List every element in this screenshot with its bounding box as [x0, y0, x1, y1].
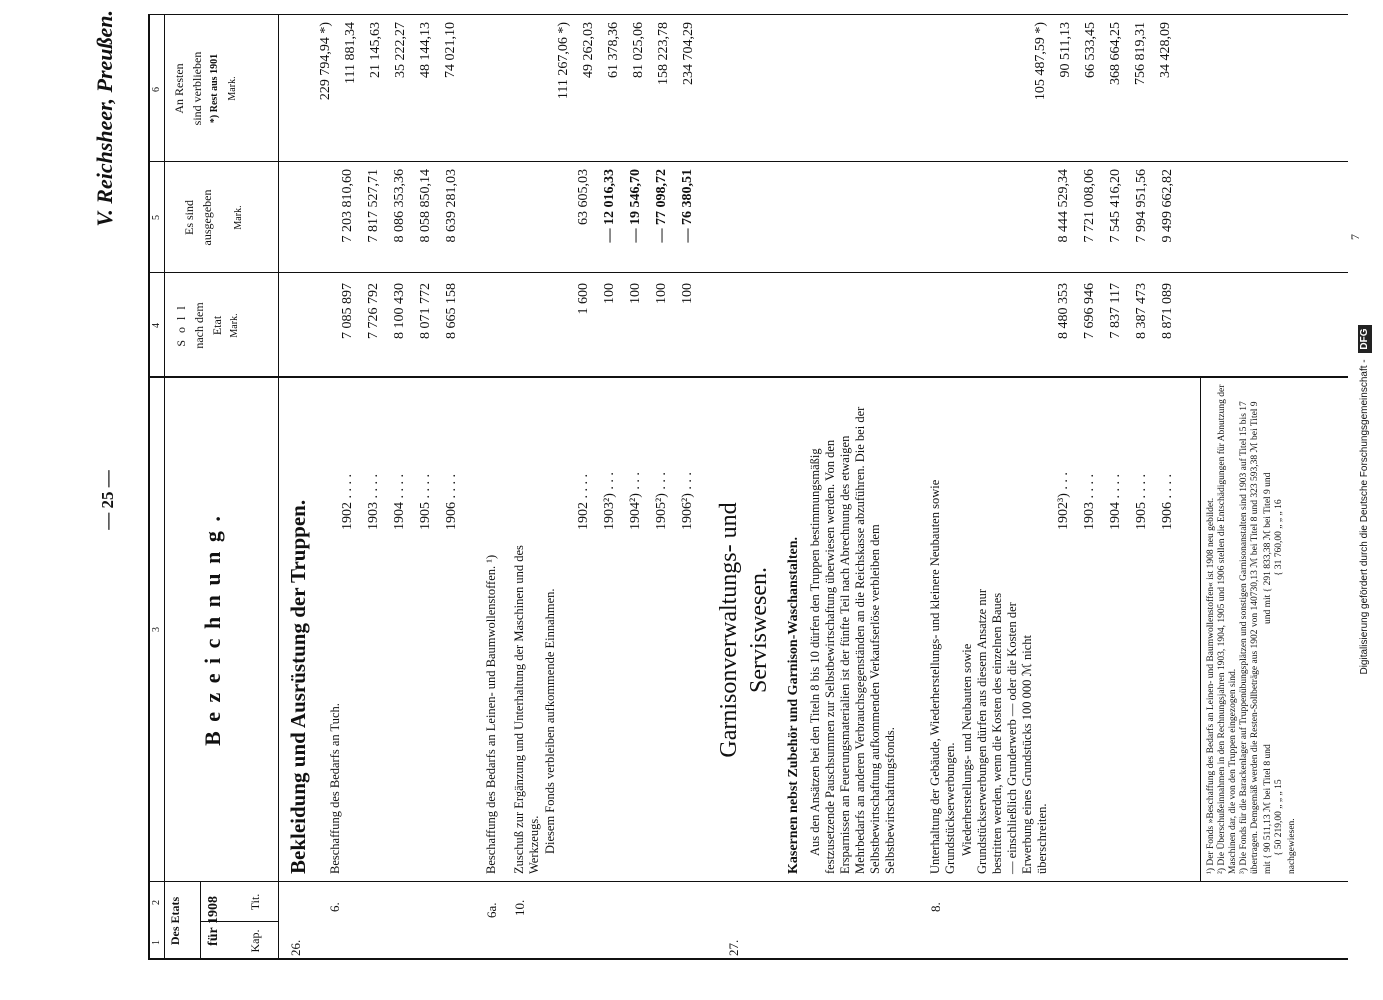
- table-left-rule: [148, 958, 1348, 960]
- table-row-year: 1906 . . . .: [1160, 474, 1175, 530]
- table-row-year: 1905 . . . .: [1134, 474, 1149, 530]
- header-resten-2: sind verblieben: [190, 51, 204, 126]
- digitization-note: [1352, 8, 1378, 992]
- table-row-soll: 100: [628, 283, 643, 304]
- table-row-rest: 158 223,78: [656, 22, 671, 85]
- footnote-3-figures: [1263, 384, 1287, 874]
- header-ausg-2: ausgegeben: [200, 189, 214, 246]
- dfg-logo: DFG: [1358, 325, 1372, 352]
- col-num-2: 2: [151, 900, 162, 905]
- table-row-soll: 8 387 473: [1134, 283, 1149, 339]
- header-etat: [166, 882, 184, 960]
- chapter-27-heading: [714, 480, 774, 780]
- table-row-soll: 100: [602, 283, 617, 304]
- table-row-soll: 100: [654, 283, 669, 304]
- footnote-3-mit-b: { 50 219,00 „ „ „ 15: [1274, 779, 1284, 856]
- table-row-year: 1903 . . . .: [366, 474, 381, 530]
- chapter-27-subheading: Kasernen nebst Zubehör und Garnison-Waschanstalten.: [786, 537, 801, 874]
- table-row-ausg: 8 444 529,34: [1056, 169, 1071, 243]
- table-top-rule: [148, 15, 150, 960]
- digitization-note-text: Digitalisierung gefördert durch die Deutsche Forschungsgemeinschaft -: [1359, 359, 1370, 675]
- footnote-3-und-a: und mit { 291 833,38 ℳ bei Titel 9 und: [1263, 472, 1273, 624]
- col-num-5: 5: [151, 215, 162, 220]
- section-title: V. Reichsheer, Preußen.: [92, 10, 117, 227]
- chapter-26-heading: Bekleidung und Ausrüstung der Truppen.: [286, 499, 310, 874]
- tit-8-para: Wiederherstellungs- und Neubauten sowie Grundstückserwerbungen dürfen aus diesem Ansatze nur bestritten werden, wenn die Kosten des einzelnen Baues — einschließlich Grunderwerb — oder die Kosten der Erwerbung eines Grundstücks 100 000 ℳ nicht überschreiten.: [960, 589, 1049, 874]
- table-row-rest: 368 664,25: [1108, 22, 1123, 85]
- page-number: — 25 —: [98, 470, 117, 530]
- table-row-rest: 111 267,06 *): [556, 22, 571, 100]
- header-soll-2: nach dem: [192, 302, 206, 349]
- table-row-ausg: — 76 380,51: [680, 169, 695, 243]
- table-row-year: 1902 . . . .: [340, 474, 355, 530]
- table-row-ausg: 8 058 850,14: [418, 169, 433, 243]
- table-row-soll: 8 100 430: [392, 283, 407, 339]
- tit-8-text: Unterhaltung der Gebäude, Wiederherstellungs- und kleinere Neubauten sowie Grundstückserwerbungen.: [928, 479, 957, 874]
- col-num-4: 4: [151, 323, 162, 328]
- table-row-soll: 8 480 353: [1056, 283, 1071, 339]
- table-row-rest: 48 144,13: [418, 22, 433, 78]
- col-num-1: 1: [151, 940, 162, 945]
- footnotes: [1206, 384, 1298, 874]
- footnote-3: ³) Die Fonds für die Barackenlager auf Truppenübungsplätzen und sonstigen Garnisonanstalten sind 1903 auf Titel 15 bis 17 übertragen. Demgemäß werden die Resten-Sollbeträge aus 1902 von 140730,13 ℳ bei Titel 8 und 323 593,38 ℳ bei Titel 9: [1239, 401, 1260, 874]
- table-row-rest: 49 262,03: [581, 22, 596, 78]
- table-row-ausg: 9 499 662,82: [1160, 169, 1175, 243]
- header-ausg-mark: Mark.: [233, 205, 244, 230]
- bottom-mark: 7: [1348, 234, 1362, 240]
- col-num-6: 6: [151, 87, 162, 92]
- header-resten-1: An Resten: [172, 63, 186, 114]
- table-row-rest: 74 021,10: [443, 22, 458, 78]
- header-resten: [170, 15, 242, 162]
- table-row-soll: 8 665 158: [444, 283, 459, 339]
- table-row-soll: 7 085 897: [340, 283, 355, 339]
- header-ausgegeben: [180, 162, 248, 273]
- chapter-27-heading-1: Garnisonverwaltungs- und: [716, 502, 742, 758]
- table-row-ausg: 7 817 527,71: [366, 169, 381, 243]
- table-row-ausg: 8 086 353,36: [392, 169, 407, 243]
- table-row-ausg: 7 203 810,60: [340, 169, 355, 243]
- table-row-rest: 66 533,45: [1083, 22, 1098, 78]
- header-resten-3: *) Rest aus 1901: [209, 53, 220, 124]
- tit-6a: 6a.: [484, 902, 499, 918]
- header-bezeichnung: B e z e i c h n u n g .: [200, 514, 225, 746]
- table-row-soll: 7 696 946: [1082, 283, 1097, 339]
- table-row-soll: 1 600: [576, 283, 591, 315]
- table-row-year: 1906 . . . .: [444, 474, 459, 530]
- footnote-3-mit-a: mit { 90 511,13 ℳ bei Titel 8 und: [1263, 744, 1273, 874]
- kap-27: 27.: [726, 939, 741, 956]
- header-bottom-rule: [278, 15, 279, 960]
- tit-6-text: Beschaffung des Bedarfs an Tuch.: [328, 703, 342, 874]
- table-row-rest: 61 378,36: [606, 22, 621, 78]
- table-row-rest: 21 145,63: [368, 22, 383, 78]
- header-year: für 1908: [206, 896, 221, 946]
- table-row-soll: 8 071 772: [418, 283, 433, 339]
- table-row-year: 1902³) . . .: [1056, 472, 1071, 530]
- footnote-2: ²) Die Überschußeinnahmen in den Rechnungsjahren 1903, 1904, 1905 und 1906 stellen die Entschädigungen für Abnutzung der Maschinen dar, die von den Truppen eingezogen sind.: [1217, 384, 1238, 874]
- table-row-year: 1905²) . . .: [654, 472, 669, 530]
- table-row-year: 1904²) . . .: [628, 472, 643, 530]
- header-resten-mark: Mark.: [227, 76, 238, 101]
- table-row-year: 1903²) . . .: [602, 472, 617, 530]
- tit-10-text: Zuschuß zur Ergänzung und Unterhaltung der Maschinen und des Werkzeugs.: [512, 545, 541, 874]
- table-row-ausg: 7 545 416,20: [1108, 169, 1123, 243]
- table-row-soll: 8 871 089: [1160, 283, 1175, 339]
- table-row-ausg: 7 721 008,06: [1082, 169, 1097, 243]
- rotated-page: [50, 0, 1373, 1000]
- table-row-soll: 7 837 117: [1108, 283, 1123, 339]
- table-row-ausg: 7 994 951,56: [1134, 169, 1149, 243]
- table-row-rest: 756 819,31: [1133, 22, 1148, 85]
- kap-26: 26.: [288, 939, 303, 956]
- table-row-rest: 90 511,13: [1058, 22, 1073, 78]
- header-ausg-1: Es sind: [182, 200, 196, 236]
- table-row-rest: 81 025,06: [631, 22, 646, 78]
- tit-6a-text: Beschaffung des Bedarfs an Leinen- und Baumwollenstoffen. ¹): [484, 554, 498, 874]
- table-row-soll: 7 726 792: [366, 283, 381, 339]
- col-rule-2: [148, 881, 1348, 882]
- footnote-1: ¹) Der Fonds »Beschaffung des Bedarfs an Leinen- und Baumwollenstoffen« ist 1908 neu gebildet.: [1206, 497, 1216, 874]
- tit-6: 6.: [327, 902, 342, 912]
- header-soll-mark: Mark.: [229, 313, 240, 338]
- footnote-3-end: nachgewiesen.: [1287, 818, 1297, 874]
- table-right-rule: [148, 14, 1348, 15]
- table-row-ausg: 8 639 281,03: [444, 169, 459, 243]
- table-row-year: 1904 . . . .: [1108, 474, 1123, 530]
- table-row-year: 1904 . . . .: [392, 474, 407, 530]
- table-row-year: 1903 . . . .: [1082, 474, 1097, 530]
- tit-10-note: Diesem Fonds verbleiben aufkommende Einnahmen.: [543, 588, 557, 854]
- table-row-rest: 229 794,94 *): [318, 22, 333, 101]
- col-num-3: 3: [151, 627, 162, 632]
- table-row-ausg: — 19 546,70: [628, 169, 643, 243]
- table-row-rest: 35 222,27: [393, 22, 408, 78]
- table-row-soll: 100: [680, 283, 695, 304]
- header-soll-3: Etat: [210, 315, 224, 336]
- table-row-ausg: 63 605,03: [576, 169, 591, 225]
- table-row-rest: 234 704,29: [681, 22, 696, 85]
- chapter-27-heading-2: Serviswesen.: [746, 567, 772, 693]
- header-kap: Kap.: [248, 929, 262, 953]
- header-tit: Tit.: [248, 893, 262, 911]
- footnote-3-und-b: { 31 760,00 „ „ „ 16: [1274, 499, 1284, 576]
- footnote-rule: [1200, 378, 1201, 882]
- table-row-year: 1902 . . . .: [576, 474, 591, 530]
- table-row-rest: 105 487,59 *): [1033, 22, 1048, 101]
- chapter-27-para: Aus den Ansätzen bei den Titeln 8 bis 10 dürfen den Truppen bestimmungsmäßig festzusetzende Pauschsummen zur Selbstbewirtschaftung überwiesen werden. Von den Ersparnissen an Feuerungsmaterialien ist der fünfte Teil nach Abrechnung des etwaigen Mehrbedarfs an anderen Verbrauchsgegenständen an die Reichskasse abzuführen. Die bei der Selbstbewirtschaftung aufkommenden Verkaufserlöse verbleiben dem Selbstbewirtschaftungsfonds.: [808, 406, 897, 874]
- table-row-rest: 34 428,09: [1158, 22, 1173, 78]
- col-number-rule: [164, 15, 165, 960]
- table-row-year: 1906²) . . .: [680, 472, 695, 530]
- tit-8: 8.: [928, 902, 943, 912]
- header-soll-1: S o l l: [174, 304, 188, 347]
- table-row-ausg: — 12 016,33: [602, 169, 617, 243]
- header-etat-line1: Des Etats: [168, 896, 182, 946]
- table-row-rest: 111 881,34: [343, 22, 358, 84]
- table-row-year: 1905 . . . .: [418, 474, 433, 530]
- table-row-ausg: — 77 098,72: [654, 169, 669, 243]
- tit-10: 10.: [512, 899, 527, 916]
- header-soll: [172, 273, 244, 378]
